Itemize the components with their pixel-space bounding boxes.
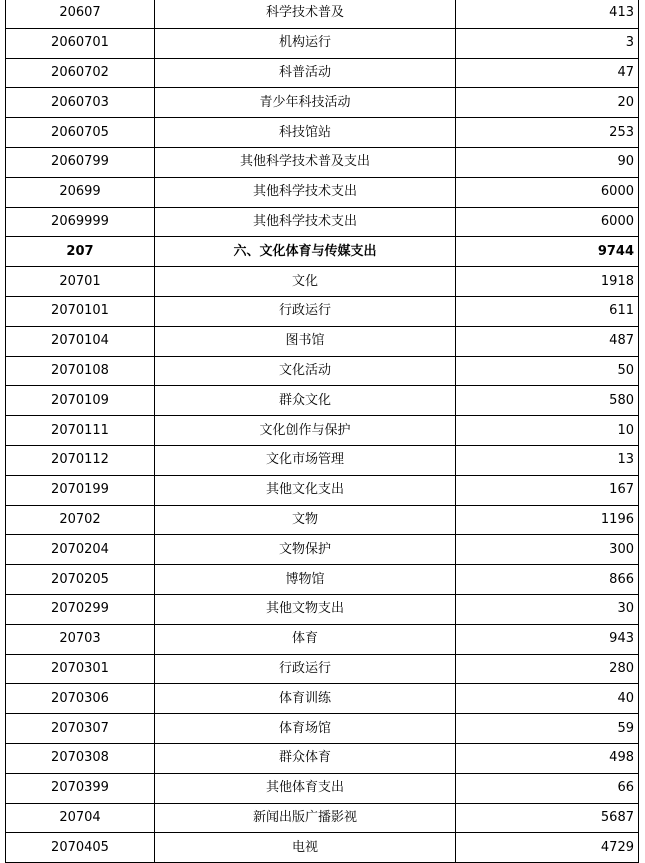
row-amount-cell: 9744 — [456, 237, 639, 267]
row-name-cell: 文物 — [155, 505, 456, 535]
row-amount-cell: 5687 — [456, 803, 639, 833]
row-name-cell: 科普活动 — [155, 58, 456, 88]
row-amount-cell: 10 — [456, 416, 639, 446]
table-row — [6, 207, 639, 237]
budget-table — [5, 0, 639, 863]
row-name-cell: 图书馆 — [155, 326, 456, 356]
row-code-cell: 2060705 — [6, 118, 155, 148]
row-name-cell: 文化活动 — [155, 356, 456, 386]
row-amount-cell: 13 — [456, 445, 639, 475]
row-amount-cell: 413 — [456, 0, 639, 28]
table-row — [6, 0, 639, 28]
row-amount-cell: 47 — [456, 58, 639, 88]
row-amount-cell: 40 — [456, 684, 639, 714]
row-amount-cell: 4729 — [456, 833, 639, 863]
row-name-cell: 其他科学技术普及支出 — [155, 147, 456, 177]
row-name-cell: 行政运行 — [155, 296, 456, 326]
row-name-cell: 体育训练 — [155, 684, 456, 714]
row-code-cell: 2070101 — [6, 296, 155, 326]
row-name-cell: 青少年科技活动 — [155, 88, 456, 118]
row-name-cell: 电视 — [155, 833, 456, 863]
row-amount-cell: 300 — [456, 535, 639, 565]
row-name-cell: 博物馆 — [155, 565, 456, 595]
budget-table-body — [6, 0, 639, 863]
table-row — [6, 654, 639, 684]
row-amount-cell: 20 — [456, 88, 639, 118]
row-amount-cell: 30 — [456, 594, 639, 624]
table-row — [6, 296, 639, 326]
row-amount-cell: 280 — [456, 654, 639, 684]
row-code-cell: 2070199 — [6, 475, 155, 505]
row-code-cell: 2070104 — [6, 326, 155, 356]
row-code-cell: 2070108 — [6, 356, 155, 386]
row-name-cell: 文化 — [155, 267, 456, 297]
row-name-cell: 其他文物支出 — [155, 594, 456, 624]
row-amount-cell: 50 — [456, 356, 639, 386]
table-row — [6, 326, 639, 356]
row-amount-cell: 1918 — [456, 267, 639, 297]
row-name-cell: 文化市场管理 — [155, 445, 456, 475]
table-row — [6, 58, 639, 88]
row-code-cell: 207 — [6, 237, 155, 267]
row-name-cell: 群众体育 — [155, 743, 456, 773]
row-amount-cell: 580 — [456, 386, 639, 416]
row-amount-cell: 498 — [456, 743, 639, 773]
row-amount-cell: 3 — [456, 28, 639, 58]
table-row — [6, 267, 639, 297]
row-code-cell: 2060703 — [6, 88, 155, 118]
table-row — [6, 833, 639, 863]
table-row — [6, 445, 639, 475]
table-row — [6, 535, 639, 565]
row-name-cell: 体育 — [155, 624, 456, 654]
row-name-cell: 文物保护 — [155, 535, 456, 565]
table-row — [6, 177, 639, 207]
row-code-cell: 2070405 — [6, 833, 155, 863]
row-code-cell: 2070307 — [6, 714, 155, 744]
table-row — [6, 803, 639, 833]
row-amount-cell: 6000 — [456, 177, 639, 207]
row-name-cell: 新闻出版广播影视 — [155, 803, 456, 833]
row-code-cell: 2070111 — [6, 416, 155, 446]
table-row — [6, 147, 639, 177]
row-code-cell: 2060701 — [6, 28, 155, 58]
row-name-cell: 其他科学技术支出 — [155, 207, 456, 237]
table-row — [6, 624, 639, 654]
row-amount-cell: 866 — [456, 565, 639, 595]
row-amount-cell: 59 — [456, 714, 639, 744]
row-name-cell: 其他科学技术支出 — [155, 177, 456, 207]
row-amount-cell: 487 — [456, 326, 639, 356]
row-name-cell: 其他文化支出 — [155, 475, 456, 505]
row-code-cell: 2070301 — [6, 654, 155, 684]
row-code-cell: 2069999 — [6, 207, 155, 237]
table-row — [6, 386, 639, 416]
table-row — [6, 743, 639, 773]
row-code-cell: 20702 — [6, 505, 155, 535]
row-amount-cell: 943 — [456, 624, 639, 654]
table-row — [6, 505, 639, 535]
row-amount-cell: 6000 — [456, 207, 639, 237]
row-amount-cell: 1196 — [456, 505, 639, 535]
row-code-cell: 2070299 — [6, 594, 155, 624]
table-row — [6, 714, 639, 744]
row-name-cell: 行政运行 — [155, 654, 456, 684]
row-code-cell: 2070306 — [6, 684, 155, 714]
row-amount-cell: 253 — [456, 118, 639, 148]
row-code-cell: 2070399 — [6, 773, 155, 803]
row-code-cell: 20703 — [6, 624, 155, 654]
row-name-cell: 群众文化 — [155, 386, 456, 416]
row-amount-cell: 167 — [456, 475, 639, 505]
row-code-cell: 20607 — [6, 0, 155, 28]
table-row — [6, 118, 639, 148]
row-name-cell: 科学技术普及 — [155, 0, 456, 28]
row-code-cell: 2070204 — [6, 535, 155, 565]
row-amount-cell: 66 — [456, 773, 639, 803]
row-name-cell: 机构运行 — [155, 28, 456, 58]
row-code-cell: 2060799 — [6, 147, 155, 177]
table-row — [6, 88, 639, 118]
table-row — [6, 565, 639, 595]
row-code-cell: 2070308 — [6, 743, 155, 773]
row-amount-cell: 611 — [456, 296, 639, 326]
row-code-cell: 2060702 — [6, 58, 155, 88]
table-row — [6, 684, 639, 714]
row-name-cell: 科技馆站 — [155, 118, 456, 148]
table-row — [6, 475, 639, 505]
row-code-cell: 2070205 — [6, 565, 155, 595]
table-row — [6, 773, 639, 803]
row-name-cell: 其他体育支出 — [155, 773, 456, 803]
row-code-cell: 2070109 — [6, 386, 155, 416]
table-row — [6, 28, 639, 58]
row-code-cell: 20701 — [6, 267, 155, 297]
table-row — [6, 237, 639, 267]
row-name-cell: 文化创作与保护 — [155, 416, 456, 446]
row-code-cell: 2070112 — [6, 445, 155, 475]
row-name-cell: 六、文化体育与传媒支出 — [155, 237, 456, 267]
row-name-cell: 体育场馆 — [155, 714, 456, 744]
row-amount-cell: 90 — [456, 147, 639, 177]
table-row — [6, 416, 639, 446]
row-code-cell: 20699 — [6, 177, 155, 207]
table-row — [6, 356, 639, 386]
table-row — [6, 594, 639, 624]
row-code-cell: 20704 — [6, 803, 155, 833]
